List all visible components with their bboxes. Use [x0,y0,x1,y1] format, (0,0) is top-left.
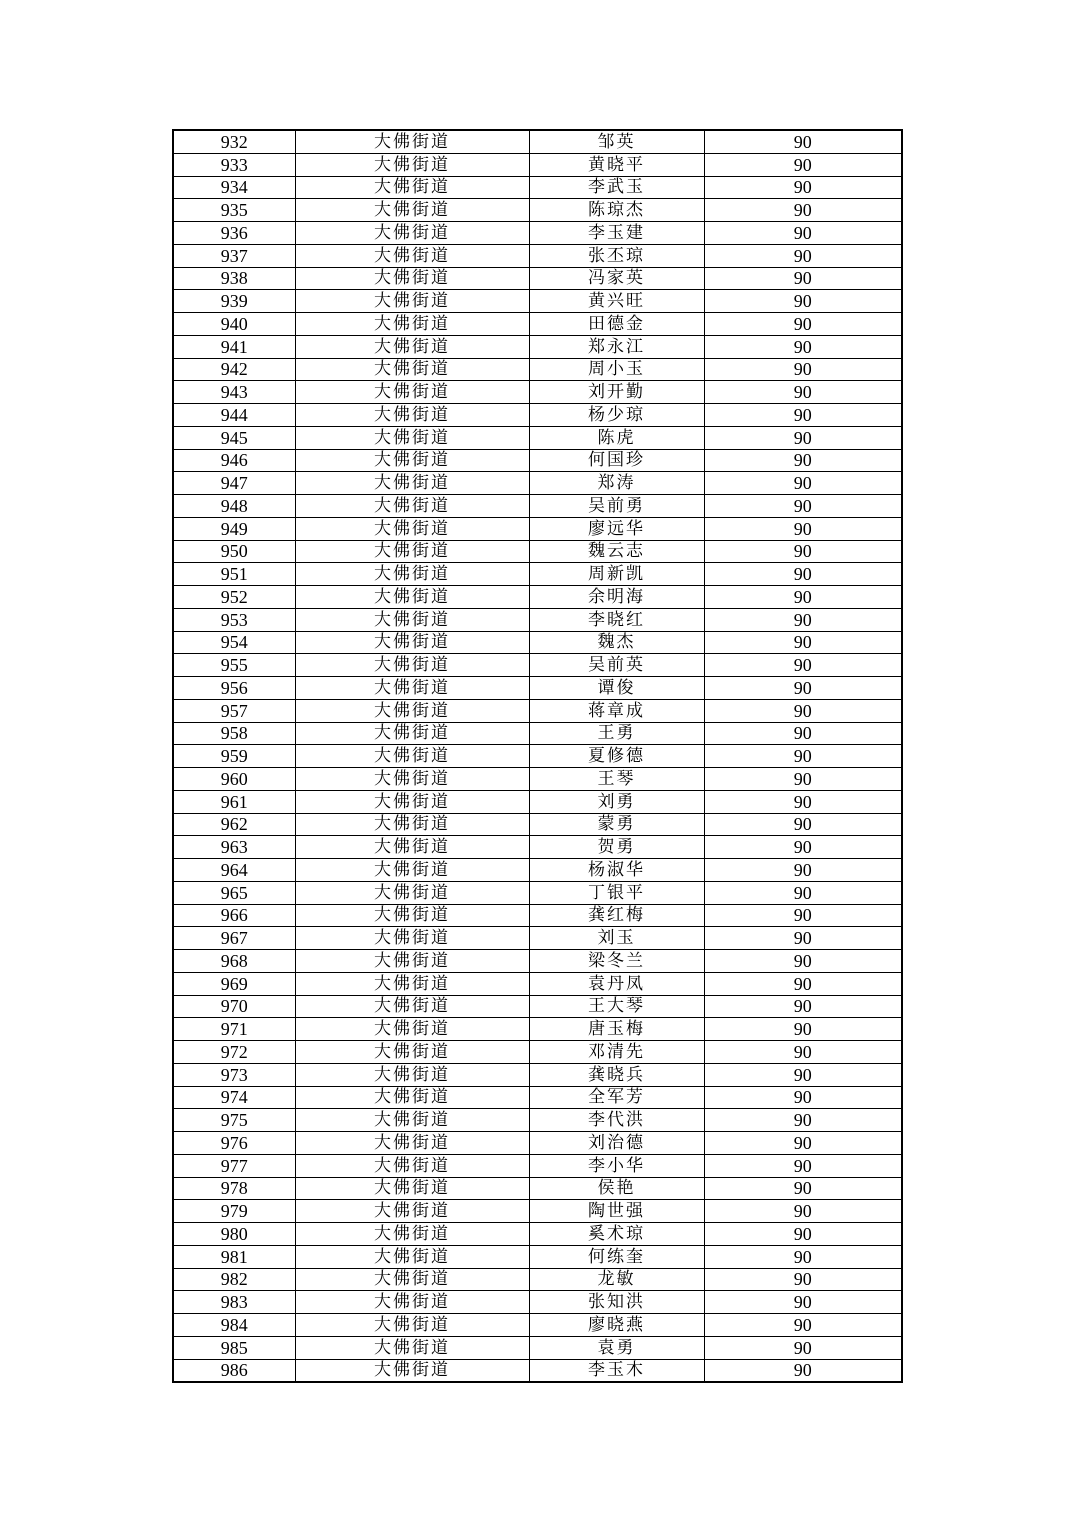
person-name-cell: 冯家英 [529,267,704,290]
score-cell: 90 [704,1291,902,1314]
person-name-cell: 龚晓兵 [529,1063,704,1086]
district-cell: 大佛街道 [295,1200,529,1223]
person-name-cell: 张丕琼 [529,244,704,267]
table-row [173,859,902,882]
row-number-cell: 971 [173,1018,295,1041]
table-row [173,313,902,336]
score-cell: 90 [704,1268,902,1291]
row-number-cell: 937 [173,244,295,267]
district-cell: 大佛街道 [295,153,529,176]
row-number-cell: 969 [173,972,295,995]
person-name-cell: 邹英 [529,130,704,153]
score-cell: 90 [704,540,902,563]
score-cell: 90 [704,267,902,290]
table-row [173,927,902,950]
person-name-cell: 李代洪 [529,1109,704,1132]
person-name-cell: 吴前勇 [529,495,704,518]
row-number-cell: 976 [173,1132,295,1155]
table-row [173,153,902,176]
person-name-cell: 杨淑华 [529,859,704,882]
score-cell: 90 [704,722,902,745]
score-cell: 90 [704,631,902,654]
score-cell: 90 [704,836,902,859]
person-name-cell: 张知洪 [529,1291,704,1314]
score-cell: 90 [704,495,902,518]
row-number-cell: 958 [173,722,295,745]
person-name-cell: 何国珍 [529,449,704,472]
row-number-cell: 977 [173,1154,295,1177]
row-number-cell: 933 [173,153,295,176]
district-cell: 大佛街道 [295,677,529,700]
district-cell: 大佛街道 [295,244,529,267]
score-cell: 90 [704,790,902,813]
row-number-cell: 966 [173,904,295,927]
table-row [173,472,902,495]
table-row [173,199,902,222]
person-name-cell: 周新凯 [529,563,704,586]
district-cell: 大佛街道 [295,699,529,722]
table-row [173,972,902,995]
table-row [173,1291,902,1314]
score-cell: 90 [704,1086,902,1109]
score-cell: 90 [704,699,902,722]
district-cell: 大佛街道 [295,176,529,199]
district-cell: 大佛街道 [295,222,529,245]
row-number-cell: 959 [173,745,295,768]
row-number-cell: 945 [173,426,295,449]
score-cell: 90 [704,1109,902,1132]
roster-table-body [173,130,902,1382]
person-name-cell: 郑永江 [529,335,704,358]
row-number-cell: 984 [173,1314,295,1337]
score-cell: 90 [704,1359,902,1382]
table-row [173,358,902,381]
district-cell: 大佛街道 [295,927,529,950]
district-cell: 大佛街道 [295,745,529,768]
score-cell: 90 [704,313,902,336]
district-cell: 大佛街道 [295,881,529,904]
row-number-cell: 944 [173,404,295,427]
score-cell: 90 [704,768,902,791]
score-cell: 90 [704,586,902,609]
score-cell: 90 [704,176,902,199]
row-number-cell: 980 [173,1223,295,1246]
district-cell: 大佛街道 [295,358,529,381]
person-name-cell: 夏修德 [529,745,704,768]
score-cell: 90 [704,244,902,267]
person-name-cell: 谭俊 [529,677,704,700]
row-number-cell: 932 [173,130,295,153]
score-cell: 90 [704,1018,902,1041]
district-cell: 大佛街道 [295,563,529,586]
score-cell: 90 [704,1154,902,1177]
person-name-cell: 魏云志 [529,540,704,563]
score-cell: 90 [704,1063,902,1086]
person-name-cell: 袁丹凤 [529,972,704,995]
table-row [173,540,902,563]
district-cell: 大佛街道 [295,608,529,631]
table-row [173,722,902,745]
score-cell: 90 [704,1336,902,1359]
row-number-cell: 938 [173,267,295,290]
table-row [173,1063,902,1086]
score-cell: 90 [704,881,902,904]
score-cell: 90 [704,290,902,313]
person-name-cell: 龙敏 [529,1268,704,1291]
row-number-cell: 942 [173,358,295,381]
person-name-cell: 郑涛 [529,472,704,495]
score-cell: 90 [704,335,902,358]
person-name-cell: 魏杰 [529,631,704,654]
score-cell: 90 [704,130,902,153]
row-number-cell: 955 [173,654,295,677]
row-number-cell: 973 [173,1063,295,1086]
row-number-cell: 940 [173,313,295,336]
person-name-cell: 李晓红 [529,608,704,631]
person-name-cell: 王勇 [529,722,704,745]
row-number-cell: 946 [173,449,295,472]
person-name-cell: 廖晓燕 [529,1314,704,1337]
row-number-cell: 947 [173,472,295,495]
district-cell: 大佛街道 [295,449,529,472]
district-cell: 大佛街道 [295,1336,529,1359]
row-number-cell: 967 [173,927,295,950]
person-name-cell: 吴前英 [529,654,704,677]
table-row [173,745,902,768]
score-cell: 90 [704,904,902,927]
district-cell: 大佛街道 [295,813,529,836]
district-cell: 大佛街道 [295,335,529,358]
score-cell: 90 [704,1314,902,1337]
person-name-cell: 刘勇 [529,790,704,813]
person-name-cell: 陈虎 [529,426,704,449]
person-name-cell: 刘玉 [529,927,704,950]
district-cell: 大佛街道 [295,790,529,813]
row-number-cell: 935 [173,199,295,222]
row-number-cell: 954 [173,631,295,654]
row-number-cell: 961 [173,790,295,813]
score-cell: 90 [704,1041,902,1064]
person-name-cell: 邓清先 [529,1041,704,1064]
table-row [173,699,902,722]
table-row [173,1086,902,1109]
person-name-cell: 李玉木 [529,1359,704,1382]
row-number-cell: 956 [173,677,295,700]
table-row [173,517,902,540]
table-row [173,1268,902,1291]
district-cell: 大佛街道 [295,972,529,995]
person-name-cell: 贺勇 [529,836,704,859]
person-name-cell: 何练奎 [529,1245,704,1268]
person-name-cell: 蒙勇 [529,813,704,836]
row-number-cell: 936 [173,222,295,245]
district-cell: 大佛街道 [295,586,529,609]
district-cell: 大佛街道 [295,1223,529,1246]
table-row [173,563,902,586]
table-row [173,631,902,654]
table-row [173,244,902,267]
row-number-cell: 970 [173,995,295,1018]
district-cell: 大佛街道 [295,313,529,336]
score-cell: 90 [704,199,902,222]
row-number-cell: 941 [173,335,295,358]
person-name-cell: 全军芳 [529,1086,704,1109]
table-row [173,1245,902,1268]
row-number-cell: 985 [173,1336,295,1359]
district-cell: 大佛街道 [295,654,529,677]
table-row [173,995,902,1018]
score-cell: 90 [704,153,902,176]
table-row [173,335,902,358]
person-name-cell: 李武玉 [529,176,704,199]
row-number-cell: 957 [173,699,295,722]
row-number-cell: 964 [173,859,295,882]
table-row [173,1223,902,1246]
row-number-cell: 950 [173,540,295,563]
district-cell: 大佛街道 [295,1063,529,1086]
district-cell: 大佛街道 [295,540,529,563]
row-number-cell: 981 [173,1245,295,1268]
person-name-cell: 李玉建 [529,222,704,245]
table-row [173,790,902,813]
district-cell: 大佛街道 [295,1109,529,1132]
score-cell: 90 [704,1245,902,1268]
row-number-cell: 949 [173,517,295,540]
person-name-cell: 梁冬兰 [529,950,704,973]
row-number-cell: 943 [173,381,295,404]
score-cell: 90 [704,654,902,677]
score-cell: 90 [704,563,902,586]
person-name-cell: 田德金 [529,313,704,336]
row-number-cell: 951 [173,563,295,586]
person-name-cell: 蒋章成 [529,699,704,722]
table-row [173,654,902,677]
person-name-cell: 廖远华 [529,517,704,540]
district-cell: 大佛街道 [295,495,529,518]
district-cell: 大佛街道 [295,1132,529,1155]
score-cell: 90 [704,1132,902,1155]
row-number-cell: 983 [173,1291,295,1314]
score-cell: 90 [704,995,902,1018]
score-cell: 90 [704,222,902,245]
district-cell: 大佛街道 [295,290,529,313]
table-row [173,1177,902,1200]
district-cell: 大佛街道 [295,472,529,495]
row-number-cell: 934 [173,176,295,199]
district-cell: 大佛街道 [295,1154,529,1177]
table-row [173,1154,902,1177]
district-cell: 大佛街道 [295,631,529,654]
person-name-cell: 刘治德 [529,1132,704,1155]
district-cell: 大佛街道 [295,1018,529,1041]
table-row [173,176,902,199]
person-name-cell: 陶世强 [529,1200,704,1223]
person-name-cell: 侯艳 [529,1177,704,1200]
person-name-cell: 李小华 [529,1154,704,1177]
row-number-cell: 974 [173,1086,295,1109]
table-row [173,1359,902,1382]
person-name-cell: 黄兴旺 [529,290,704,313]
roster-table [172,129,903,1383]
district-cell: 大佛街道 [295,426,529,449]
score-cell: 90 [704,972,902,995]
table-row [173,404,902,427]
table-row [173,449,902,472]
row-number-cell: 979 [173,1200,295,1223]
row-number-cell: 986 [173,1359,295,1382]
district-cell: 大佛街道 [295,130,529,153]
district-cell: 大佛街道 [295,722,529,745]
district-cell: 大佛街道 [295,950,529,973]
district-cell: 大佛街道 [295,1314,529,1337]
district-cell: 大佛街道 [295,995,529,1018]
district-cell: 大佛街道 [295,904,529,927]
person-name-cell: 唐玉梅 [529,1018,704,1041]
row-number-cell: 968 [173,950,295,973]
row-number-cell: 948 [173,495,295,518]
score-cell: 90 [704,1200,902,1223]
table-row [173,426,902,449]
score-cell: 90 [704,927,902,950]
score-cell: 90 [704,1223,902,1246]
person-name-cell: 黄晓平 [529,153,704,176]
row-number-cell: 978 [173,1177,295,1200]
table-row [173,130,902,153]
person-name-cell: 奚术琼 [529,1223,704,1246]
table-row [173,1041,902,1064]
row-number-cell: 975 [173,1109,295,1132]
district-cell: 大佛街道 [295,1268,529,1291]
row-number-cell: 960 [173,768,295,791]
score-cell: 90 [704,1177,902,1200]
table-row [173,1336,902,1359]
table-row [173,1200,902,1223]
person-name-cell: 余明海 [529,586,704,609]
person-name-cell: 陈琼杰 [529,199,704,222]
row-number-cell: 952 [173,586,295,609]
district-cell: 大佛街道 [295,1291,529,1314]
person-name-cell: 袁勇 [529,1336,704,1359]
row-number-cell: 965 [173,881,295,904]
score-cell: 90 [704,745,902,768]
score-cell: 90 [704,404,902,427]
table-row [173,381,902,404]
district-cell: 大佛街道 [295,768,529,791]
score-cell: 90 [704,449,902,472]
row-number-cell: 972 [173,1041,295,1064]
table-row [173,950,902,973]
score-cell: 90 [704,950,902,973]
table-row [173,904,902,927]
score-cell: 90 [704,472,902,495]
table-row [173,836,902,859]
district-cell: 大佛街道 [295,199,529,222]
district-cell: 大佛街道 [295,1086,529,1109]
score-cell: 90 [704,517,902,540]
score-cell: 90 [704,358,902,381]
table-row [173,768,902,791]
district-cell: 大佛街道 [295,517,529,540]
table-row [173,267,902,290]
district-cell: 大佛街道 [295,836,529,859]
district-cell: 大佛街道 [295,1177,529,1200]
table-row [173,608,902,631]
score-cell: 90 [704,608,902,631]
row-number-cell: 939 [173,290,295,313]
person-name-cell: 周小玉 [529,358,704,381]
score-cell: 90 [704,677,902,700]
district-cell: 大佛街道 [295,404,529,427]
table-row [173,1132,902,1155]
table-row [173,222,902,245]
score-cell: 90 [704,426,902,449]
table-row [173,1018,902,1041]
row-number-cell: 962 [173,813,295,836]
district-cell: 大佛街道 [295,381,529,404]
district-cell: 大佛街道 [295,1041,529,1064]
table-row [173,1109,902,1132]
score-cell: 90 [704,381,902,404]
table-row [173,495,902,518]
table-row [173,881,902,904]
table-row [173,813,902,836]
table-row [173,1314,902,1337]
table-row [173,290,902,313]
person-name-cell: 龚红梅 [529,904,704,927]
person-name-cell: 王大琴 [529,995,704,1018]
district-cell: 大佛街道 [295,267,529,290]
district-cell: 大佛街道 [295,1359,529,1382]
district-cell: 大佛街道 [295,859,529,882]
row-number-cell: 982 [173,1268,295,1291]
table-row [173,586,902,609]
score-cell: 90 [704,859,902,882]
person-name-cell: 刘开勤 [529,381,704,404]
score-cell: 90 [704,813,902,836]
district-cell: 大佛街道 [295,1245,529,1268]
person-name-cell: 王琴 [529,768,704,791]
row-number-cell: 963 [173,836,295,859]
table-row [173,677,902,700]
person-name-cell: 丁银平 [529,881,704,904]
person-name-cell: 杨少琼 [529,404,704,427]
row-number-cell: 953 [173,608,295,631]
